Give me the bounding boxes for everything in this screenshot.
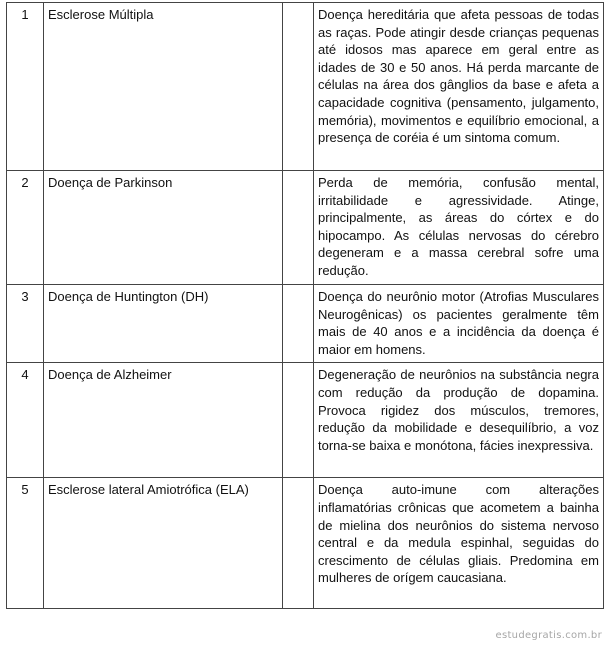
- disease-description: Degeneração de neurônios na substância negra com redução da produção de dopamina. Provoca rigidez dos músculos, tremores, redução da mobilidade e desequilíbrio, a voz torna-se baixa e monótona, fácies inexpressiva.: [314, 363, 604, 478]
- disease-name: Doença de Alzheimer: [44, 363, 283, 478]
- table-row: [7, 3, 604, 171]
- row-number: 4: [7, 363, 44, 478]
- answer-cell: [283, 478, 314, 609]
- disease-description: Doença hereditária que afeta pessoas de todas as raças. Pode atingir desde crianças pequenas até idosos mas aparece em geral entre as idades de 30 e 50 anos. Há perda marcante de células na área dos gânglios da base e afeta a capacidade cognitiva (pensamento, julgamento, memória), movimentos e equilíbrio emocional, a presença de coréia é um sintoma comum.: [314, 3, 604, 171]
- row-number: 2: [7, 171, 44, 285]
- table-row: [7, 363, 604, 478]
- disease-description: Doença auto-imune com alterações inflamatórias crônicas que acometem a bainha de mielina dos neurônios do sistema nervoso central e da medula espinhal, seguidas do crescimento de células gliais. Predomina em mulheres de orígem caucasiana.: [314, 478, 604, 609]
- disease-name: Esclerose Múltipla: [44, 3, 283, 171]
- row-number: 1: [7, 3, 44, 171]
- table-row: [7, 171, 604, 285]
- table-row: [7, 478, 604, 609]
- disease-name: Doença de Huntington (DH): [44, 285, 283, 363]
- answer-cell: [283, 363, 314, 478]
- disease-matching-table: [6, 2, 604, 609]
- answer-cell: [283, 171, 314, 285]
- site-watermark: estudegratis.com.br: [495, 630, 602, 641]
- disease-description: Doença do neurônio motor (Atrofias Musculares Neurogênicas) os pacientes geralmente têm mais de 40 anos e a incidência da doença é maior em homens.: [314, 285, 604, 363]
- answer-cell: [283, 285, 314, 363]
- answer-cell: [283, 3, 314, 171]
- disease-name: Doença de Parkinson: [44, 171, 283, 285]
- row-number: 3: [7, 285, 44, 363]
- disease-description: Perda de memória, confusão mental, irritabilidade e agressividade. Atinge, principalmente, as áreas do córtex e do hipocampo. As células nervosas do cérebro degeneram e a massa cerebral sofre uma redução.: [314, 171, 604, 285]
- table-row: [7, 285, 604, 363]
- disease-name: Esclerose lateral Amiotrófica (ELA): [44, 478, 283, 609]
- row-number: 5: [7, 478, 44, 609]
